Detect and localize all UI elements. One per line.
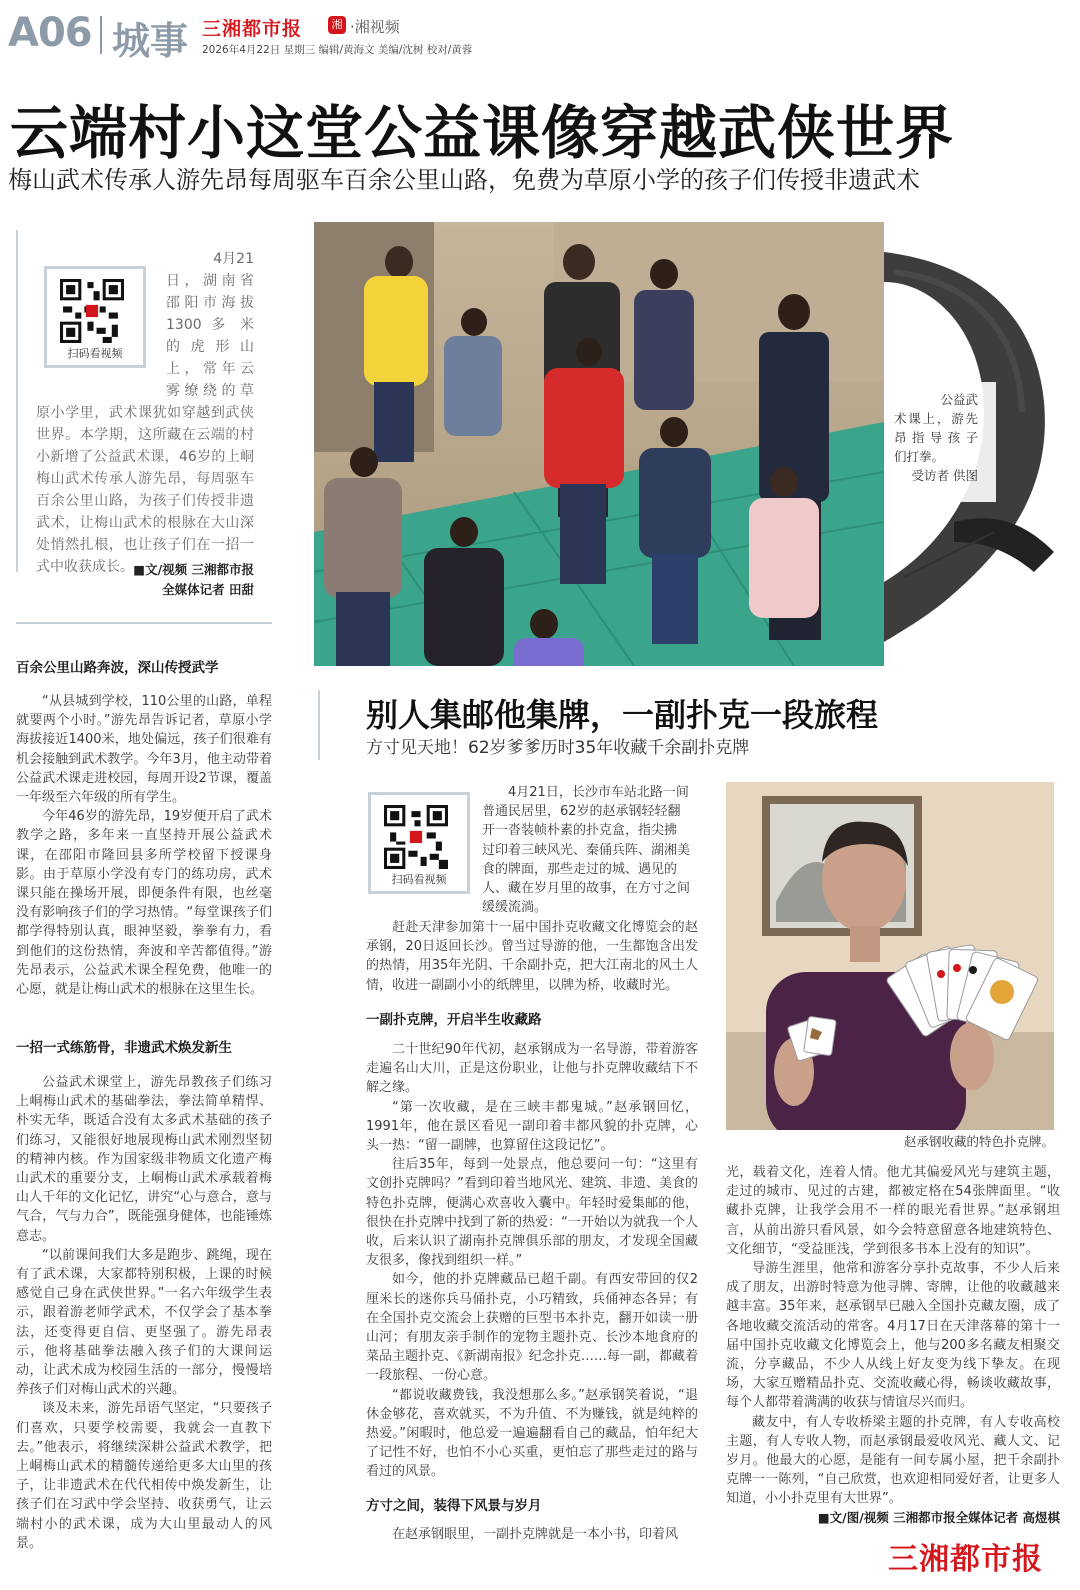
lead-left-rule: [16, 230, 18, 572]
lead-line: 雾缭绕的草: [166, 383, 254, 399]
lead-line: 日，湖南省: [166, 273, 254, 289]
story1-photo-caption: [894, 390, 978, 485]
lead-line: 邵阳市海拔: [166, 295, 254, 311]
section-title: 城事: [112, 19, 189, 63]
lead-line: 的虎形山: [166, 339, 254, 355]
lead-line: 开一沓装帧朴素的扑克盒，指尖拂: [482, 823, 678, 839]
caption-line: 昂指导孩子: [894, 430, 978, 445]
story2-subheadline: 方寸见天地！62岁爹爹历时35年收藏千余副扑克牌: [366, 738, 750, 758]
paragraph: 导游生涯里，他常和游客分享扑克故事，不少人后来成了朋友，出游时特意为他寻牌、寄牌，让他的收藏越来越丰富。35年来，赵承钢早已融入全国扑克藏友圈，成了各地收藏交流活动的常客。4月17日在天津落幕的第十一届中国扑克收藏文化博览会上，他与200多名藏友相聚交流，分享藏品，不少人从线上好友变为线下挚友。在现场，大家互赠精品扑克、交流收藏心得，畅谈收藏故事，每个人都带着满满的收获与情谊尽兴而归。: [726, 1261, 1060, 1411]
lead-line: 4月21日，长沙市车站北路一间: [508, 785, 689, 800]
caption-line: 们打拳。: [894, 449, 945, 464]
issue-meta: 2026年4月22日 星期三 编辑/黄海文 美编/沈树 校对/黄蓉: [202, 44, 473, 56]
story1-byline-1: ■文/视频 三湘都市报: [133, 562, 254, 577]
lead-line: 上，常年云: [166, 361, 254, 377]
story2-right-column: [726, 1163, 1060, 1509]
footer-brand-logo: 三湘都市报: [888, 1542, 1043, 1577]
story2-section-2: [366, 1525, 698, 1544]
paragraph: 公益武术课堂上，游先昂教孩子们练习上峒梅山武术的基础拳法，拳法简单精悍、朴实无华，既适合没有太多武术基础的孩子们练习，又能很好地展现梅山武术刚烈坚韧的精神内核。作为国家级非物质文化遗产梅山武术的重要分支，上峒梅山武术承载着梅山人千年的文化记忆，讲究“心与意合，意与气合，气与力合”，既能强身健体，也能锤炼意志。: [16, 1075, 272, 1244]
story1-headline: 云端村小这堂公益课像穿越武侠世界: [10, 99, 955, 167]
caption-line: 术课上，游先: [894, 411, 978, 426]
story1-subheadline: 梅山武术传承人游先昂每周驱车百余公里山路，免费为草原小学的孩子们传授非遗武术: [8, 166, 920, 194]
collector-with-cards-photo: [726, 782, 1054, 1130]
story1-subhead-1: 百余公里山路奔波，深山传授武学: [16, 660, 219, 676]
lead-line: 缓缓流淌。: [482, 900, 548, 916]
story1-lead-rest: 原小学里，武术课犹如穿越到武侠世界。本学期，这所藏在云端的村小新增了公益武术课，46岁的上峒梅山武术传承人游先昂，每周驱车百余公里山路，为孩子们传授非遗武术，让梅山武术的根脉在大山深处悄然扎根，也让孩子们在一招一式中收获成长。: [36, 405, 254, 575]
paragraph: 今年46岁的游先昂，19岁便开启了武术教学之路，多年来一直坚持开展公益武术课，在邵阳市隆回县多所学校留下授课身影。由于草原小学没有专门的练功房，武术课只能在操场开展，即便条件有限，也丝毫没有影响孩子们的学习热情。“每堂课孩子们都学得特别认真，眼神坚毅，拳拳有力，看到他们的这份热情，奔波和辛苦都值得。”游先昂表示，公益武术课全程免费，他唯一的心愿，就是让梅山武术的根脉在这里生长。: [16, 809, 272, 998]
story1-subhead-2: 一招一式练筋骨，非遗武术焕发新生: [16, 1040, 232, 1056]
story1-section-1: [16, 692, 272, 999]
qr-code-story2[interactable]: [368, 792, 470, 894]
caption-line: 受访者 供图: [911, 468, 978, 483]
story1-lead-narrow: [166, 248, 254, 402]
qr-code-story1[interactable]: [44, 266, 146, 368]
story2-section-1: [366, 1040, 698, 1482]
qr-code-icon: [384, 805, 448, 869]
qr-label: 扫码看视频: [391, 873, 447, 886]
lead-line: 食的牌面，那些走过的城、遇见的: [482, 861, 678, 877]
story2-headline: 别人集邮他集牌，一副扑克一段旅程: [366, 696, 879, 734]
paragraph: 赶赴天津参加第十一届中国扑克收藏文化博览会的赵承钢，20日返回长沙。曾当过导游的他，一生都饱含出发的热情，用35年光阴、千余副扑克，把大江南北的风土人情，收进一副副小小的纸牌里，以牌为桥，收藏时光。: [366, 920, 698, 993]
masthead-divider: [100, 16, 102, 54]
qr-label: 扫码看视频: [67, 347, 123, 360]
story1-byline-2: 全媒体记者 田甜: [162, 582, 254, 597]
page-number: A06: [8, 10, 92, 56]
story2-lead-rest: [366, 918, 698, 995]
brand-badge-icon: 湘: [328, 16, 346, 34]
caption-line: 公益武: [940, 392, 978, 407]
paragraph: 二十世纪90年代初，赵承钢成为一名导游，带着游客走遍名山大川，正是这份职业，让他与扑克牌收藏结下不解之缘。: [366, 1042, 698, 1096]
story2-lead-narrow: [482, 783, 698, 917]
column-rule: [16, 622, 272, 624]
lead-line: 过印着三峡风光、秦俑兵阵、湖湘美: [482, 842, 691, 858]
lead-line: 1300 多 米: [166, 317, 254, 333]
story2-subhead-2: 方寸之间，装得下风景与岁月: [366, 1498, 542, 1514]
paragraph: 在赵承钢眼里，一副扑克牌就是一本小书，印着风: [392, 1527, 679, 1542]
martial-arts-class-photo: [314, 222, 884, 666]
paragraph: 藏友中，有人专收桥梁主题的扑克牌，有人专收高校主题，有人专收人物，而赵承钢最爱收风光、藏人文、记岁月。他最大的心愿，是能有一间专属小屋，把千余副扑克牌一一陈列，“自己欣赏，也欢迎相同爱好者，让更多人知道，小小扑克里有大世界”。: [726, 1414, 1060, 1507]
paragraph: “从县城到学校，110公里的山路，单程就要两个小时。”游先昂告诉记者，草原小学海拔接近1400米，地处偏远，孩子们很难有机会接触到武术教学。今年3月，他主动带着公益武术课走进校园，每周开设2节课，覆盖一年级至六年级的所有学生。: [16, 694, 272, 806]
brand-logo: 三湘都市报: [202, 18, 303, 40]
paragraph: “都说收藏费钱，我没想那么多。”赵承钢笑着说，“退休金够花，喜欢就买，不为升值、不为赚钱，就是纯粹的热爱。”闲暇时，他总爱一遍遍翻看自己的藏品，怕年纪大了记性不好，也怕不小心买重，更怕忘了那些走过的路与看过的风景。: [366, 1387, 698, 1480]
story2-photo-caption: 赵承钢收藏的特色扑克牌。: [903, 1134, 1054, 1149]
paragraph: “以前课间我们大多是跑步、跳绳，现在有了武术课，大家都特别积极，上课的时候感觉自己身在武侠世界。”一名六年级学生表示，跟着游老师学武术，不仅学会了基本拳法，还变得更自信、更坚强了。游先昂表示，他将基础拳法融入孩子们的大课间运动，让武术成为校园生活的一部分，慢慢培养孩子们对梅山武术的兴趣。: [16, 1247, 272, 1398]
lead-line: 人、藏在岁月里的故事，在方寸之间: [482, 881, 691, 897]
story1-section-2: [16, 1073, 272, 1553]
paragraph: “第一次收藏，是在三峡丰都鬼城。”赵承钢回忆，1991年，他在景区看见一副印着丰都风貌的扑克牌，心头一热：“留一副牌，也算留住这段记忆”。: [366, 1099, 698, 1154]
story2-divider: [318, 690, 320, 760]
lead-line: 4月21: [213, 251, 254, 267]
paragraph: 如今，他的扑克牌藏品已超千副。有西安带回的仅2厘米长的迷你兵马俑扑克，小巧精致，兵俑神态各异；有在全国扑克交流会上获赠的巨型书本扑克，翻开如读一册山河；有朋友亲手制作的宠物主题扑克、长沙本地食府的菜品主题扑克、《新湖南报》纪念扑克……每一副，都藏着一段旅程、一份心意。: [366, 1272, 698, 1384]
brand-sub: ·湘视频: [350, 18, 400, 36]
paragraph: 谈及未来，游先昂语气坚定，“只要孩子们喜欢，只要学校需要，我就会一直教下去。”他表示，将继续深耕公益武术教学，把上峒梅山武术的精髓传递给更多大山里的孩子，让非遗武术在代代相传中焕发新生，让孩子们在习武中学会坚持、收获勇气，让云端村小的武术课，成为大山里最动人的风景。: [16, 1401, 272, 1551]
paragraph: 光，载着文化，连着人情。他尤其偏爱风光与建筑主题，走过的城市、见过的古建，都被定格在54张牌面里。“收藏扑克牌，让我学会用不一样的眼光看世界。”赵承钢坦言，从前出游只看风景，如今会特意留意各地建筑特色、文化细节，“受益匪浅，学到很多书本上没有的知识”。: [726, 1165, 1060, 1257]
lead-line: 普通民居里，62岁的赵承钢轻轻翻: [482, 804, 681, 820]
qr-code-icon: [60, 279, 124, 343]
story2-subhead-1: 一副扑克牌，开启半生收藏路: [366, 1012, 542, 1028]
paragraph: 往后35年，每到一处景点，他总要问一句：“这里有文创扑克牌吗？”看到印着当地风光、建筑、非遗、美食的特色扑克牌，便满心欢喜收入囊中。年轻时爱集邮的他，很快在扑克牌中找到了新的热爱：“一开始以为就我一个人收，后来认识了湖南扑克牌俱乐部的朋友，才发现全国藏友很多，像找到组织一样。”: [366, 1157, 698, 1269]
story2-byline: ■文/图/视频 三湘都市报全媒体记者 高煜棋: [817, 1510, 1060, 1525]
